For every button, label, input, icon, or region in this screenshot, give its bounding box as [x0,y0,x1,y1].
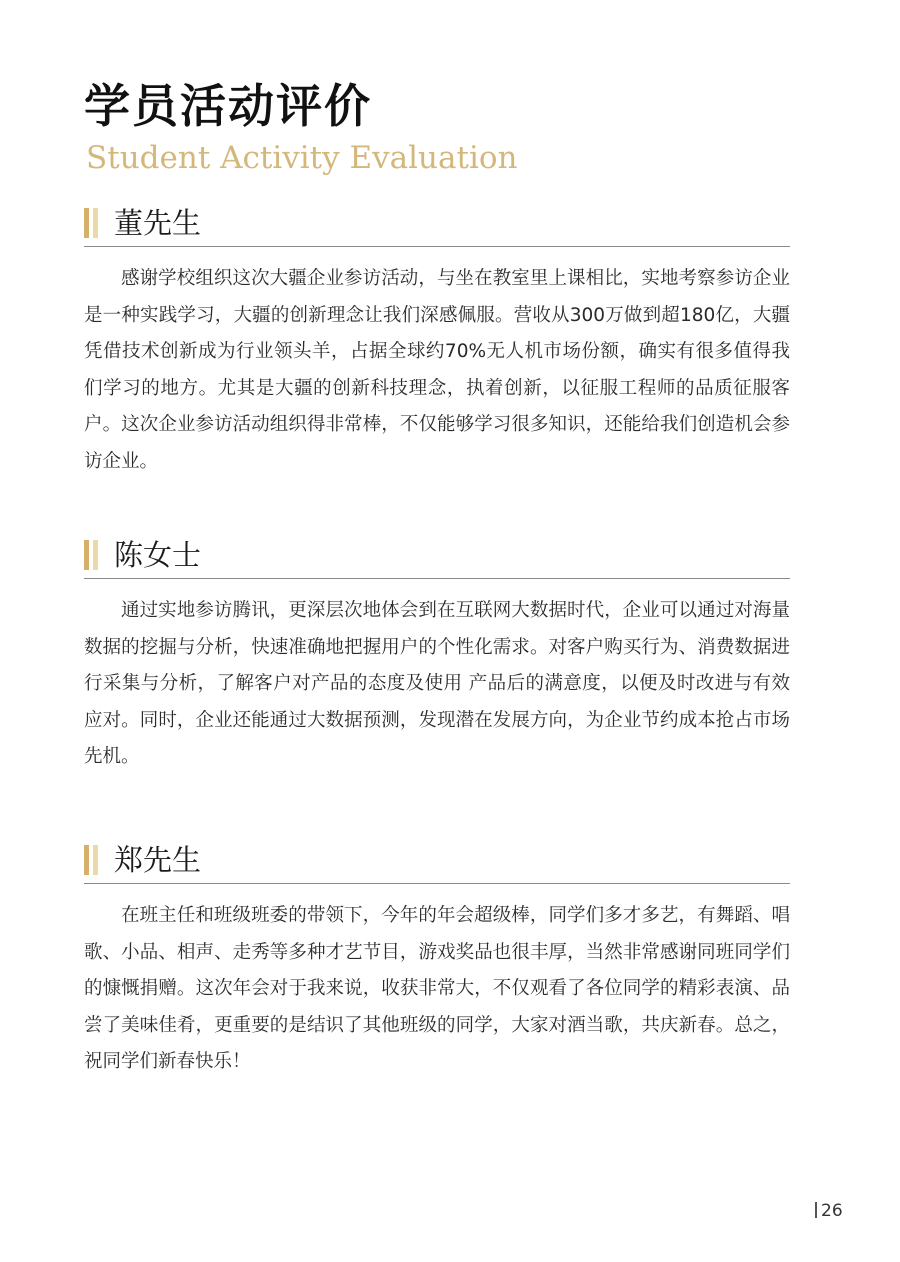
reviewer-name: 陈女士 [114,538,202,572]
accent-bars-icon [84,845,100,875]
review-section-zheng [84,837,790,1081]
reviewer-name: 郑先生 [114,843,202,877]
review-text: 通过实地参访腾讯，更深层次地体会到在互联网大数据时代，企业可以通过对海量数据的挖掘与分析，快速准确地把握用户的个性化需求。对客户购买行为、消费数据进行采集与分析，了解客户对产品的态度及使用 产品后的满意度，以便及时改进与有效应对。同时，企业还能通过大数据预测，发现潜在发展方向，为企业节约成本抢占市场先机。 [84,600,790,767]
review-text: 感谢学校组织这次大疆企业参访活动，与坐在教室里上课相比，实地考察参访企业是一种实践学习，大疆的创新理念让我们深感佩服。营收从300万做到超180亿，大疆凭借技术创新成为行业领头羊，占据全球约70%无人机市场份额，确实有很多值得我们学习的地方。尤其是大疆的创新科技理念，执着创新，以征服工程师的品质征服客户。这次企业参访活动组织得非常棒，不仅能够学习很多知识，还能给我们创造机会参访企业。 [84,268,790,472]
review-section-dong [84,200,790,480]
reviewer-name: 董先生 [114,206,202,240]
accent-bars-icon [84,540,100,570]
review-text: 在班主任和班级班委的带领下，今年的年会超级棒，同学们多才多艺，有舞蹈、唱歌、小品、相声、走秀等多种才艺节目，游戏奖品也很丰厚，当然非常感谢同班同学们的慷慨捐赠。这次年会对于我来说，收获非常大，不仅观看了各位同学的精彩表演、品尝了美味佳肴，更重要的是结识了其他班级的同学，大家对酒当歌，共庆新春。总之，祝同学们新春快乐！ [84,905,790,1072]
review-section-chen [84,532,790,776]
page-number-value: 26 [821,1201,843,1221]
page-number [815,1199,843,1223]
accent-bars-icon [84,208,100,238]
page-subtitle: Student Activity Evaluation [86,140,518,176]
page-title: 学员活动评价 [84,79,372,133]
separator-bar [815,1202,817,1218]
section-header [84,837,790,884]
section-header [84,200,790,247]
section-header [84,532,790,579]
